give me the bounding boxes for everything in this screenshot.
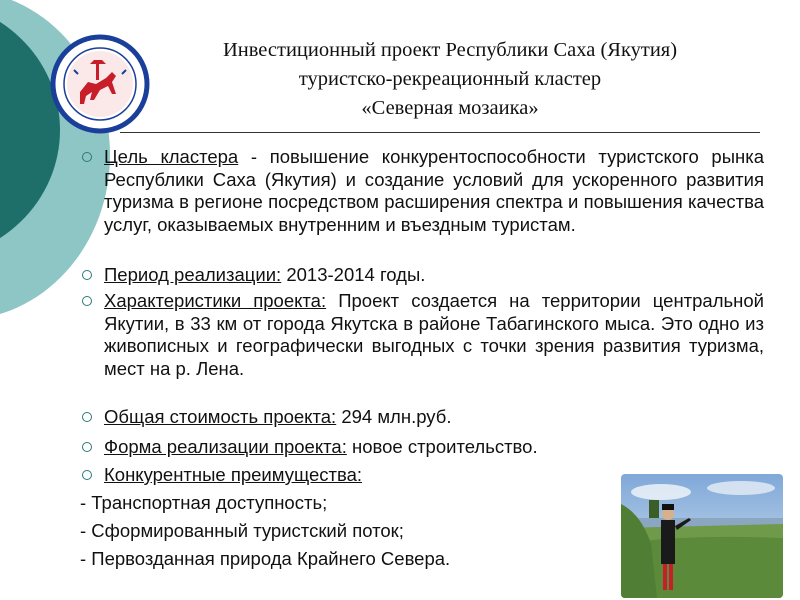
bullet-form [80,436,764,459]
bullet-ring-icon [82,412,92,422]
bullet-ring-icon [82,442,92,452]
page-title [150,36,750,123]
bullet-ring-icon [82,152,92,162]
bullet-body: Проект создается на территории центральной Якутии, в 33 км от города Якутска в районе Табагинского мыса. Это одно из живописных и географически выгодных с точки зрения развития туризма, мест на р. Лена. [104,290,764,379]
bullet-label: Форма реализации проекта: [104,436,347,457]
title-line-3: «Северная мозаика» [361,97,539,119]
bullet-body: - повышение конкурентоспособности туристского рынка Республики Саха (Якутия) и создание условий для ускоренного развития туризма в регионе посредством расширения спектра и повышения качества услуг, оказываемых внутренним и въездным туристам. [104,146,764,235]
bullet-period [80,264,764,287]
bullet-label: Характеристики проекта: [104,290,327,311]
bullet-ring-icon [82,296,92,306]
advantage-item: - Сформированный туристский поток; [80,520,404,541]
title-line-2: туристско-рекреационный кластер [298,68,602,90]
sakha-emblem-icon [50,34,150,134]
bullet-body: 294 млн.руб. [336,406,452,427]
title-divider [120,132,760,133]
bullet-cost [80,406,764,429]
bullet-ring-icon [82,470,92,480]
advantage-item: - Транспортная доступность; [80,492,328,513]
bullet-label: Период реализации: [104,264,282,285]
bullet-characteristics [80,290,764,380]
bullet-label: Общая стоимость проекта: [104,406,337,427]
bullet-ring-icon [82,270,92,280]
bullet-label: Конкурентные преимущества: [104,464,363,485]
advantage-item: - Первозданная природа Крайнего Севера. [80,548,451,569]
title-line-1: Инвестиционный проект Республики Саха (Якутия) [222,39,678,61]
bullet-label: Цель кластера [104,146,239,167]
river-landscape-photo-icon [621,474,783,598]
bullet-body: 2013-2014 годы. [281,264,426,285]
bullet-goal [80,146,764,236]
bullet-body: новое строительство. [346,436,538,457]
